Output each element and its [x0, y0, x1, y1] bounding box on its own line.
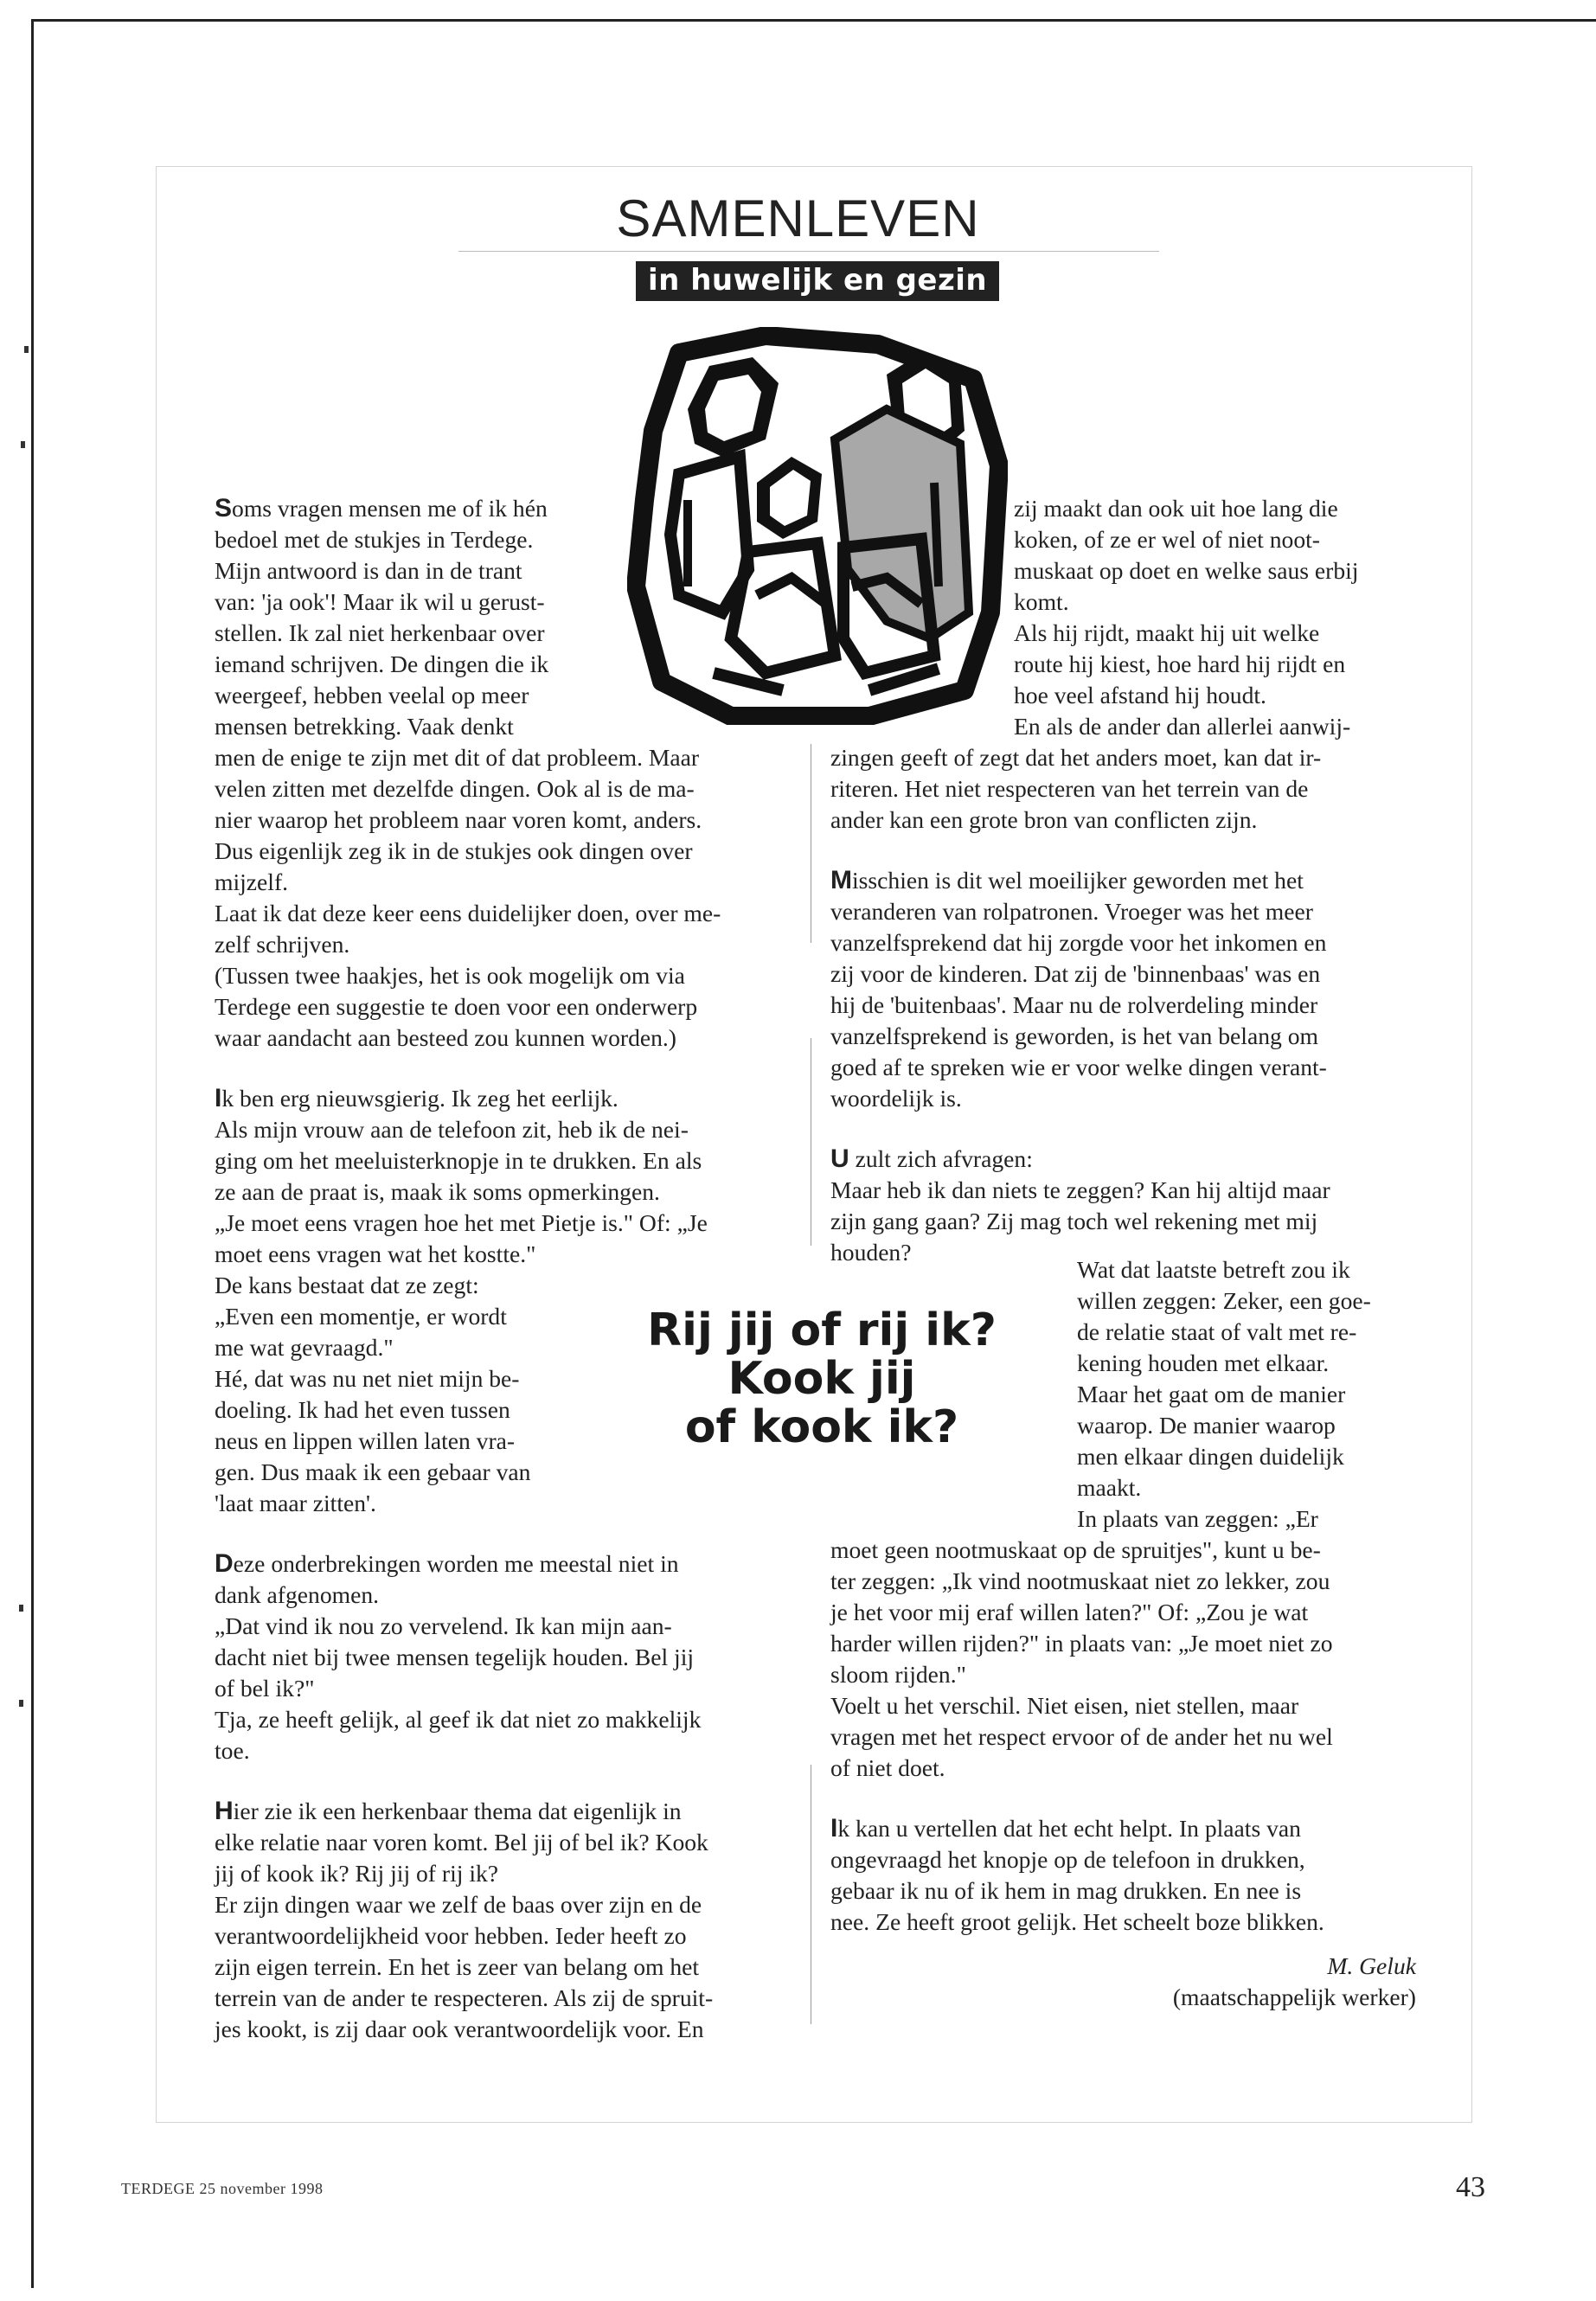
- text-line: Maar het gaat om de manier: [1077, 1381, 1346, 1407]
- text-line: woordelijk is.: [830, 1085, 962, 1112]
- text-line: zijn gang gaan? Zij mag toch wel rekening met mij: [830, 1208, 1318, 1234]
- text-line: ter zeggen: „Ik vind nootmuskaat niet zo lekker, zou: [830, 1567, 1330, 1594]
- text-line: mijzelf.: [215, 868, 289, 895]
- paragraph-conclusion: [830, 1813, 1333, 1938]
- initial-letter: I: [830, 1814, 838, 1843]
- scan-mark: [21, 441, 25, 448]
- text-line: ze aan de praat is, maak ik soms opmerkingen.: [215, 1178, 660, 1205]
- text-line: nee. Ze heeft groot gelijk. Het scheelt boze blikken.: [830, 1908, 1324, 1935]
- text-line: men elkaar dingen duidelijk: [1077, 1443, 1344, 1470]
- text-line: 'laat maar zitten'.: [215, 1490, 376, 1516]
- paragraph-continued-wide: [830, 742, 1330, 836]
- text-line: gen. Dus maak ik een gebaar van: [215, 1458, 531, 1485]
- text-line: me wat gevraagd.": [215, 1334, 394, 1361]
- right-column-bottom: [830, 1535, 1333, 1938]
- initial-letter: D: [215, 1549, 234, 1578]
- text-line: komt.: [1014, 588, 1069, 615]
- text-line: doeling. Ik had het even tussen: [215, 1396, 510, 1423]
- right-column: [830, 742, 1330, 1268]
- text-line: route hij kiest, hoe hard hij rijdt en: [1014, 651, 1346, 677]
- text-line: toe.: [215, 1737, 250, 1764]
- text-line: zij voor de kinderen. Dat zij de 'binnenbaas' was en: [830, 960, 1321, 987]
- text-line: of niet doet.: [830, 1754, 945, 1781]
- text-line: van: 'ja ook'! Maar ik wil u gerust-: [215, 588, 545, 615]
- text-line: dank afgenomen.: [215, 1581, 380, 1608]
- text-line: ging om het meeluisterknopje in te drukken. En als: [215, 1147, 702, 1174]
- text-line: riteren. Het niet respecteren van het terrein van de: [830, 775, 1309, 802]
- author-name: M. Geluk: [1327, 1952, 1416, 1979]
- text-line: En als de ander dan allerlei aanwij-: [1014, 713, 1351, 740]
- page-number: 43: [1456, 2171, 1485, 2203]
- text-line: de relatie staat of valt met re-: [1077, 1318, 1357, 1345]
- text-line: jij of kook ik? Rij jij of rij ik?: [215, 1860, 499, 1887]
- text-line: Dus eigenlijk zeg ik in de stukjes ook dingen over: [215, 837, 693, 864]
- paragraph-example: [830, 1535, 1333, 1784]
- initial-letter: S: [215, 494, 233, 522]
- scan-mark: [19, 1700, 23, 1707]
- section-subtitle: in huwelijk en gezin: [636, 261, 999, 301]
- paragraph-intro: [215, 493, 721, 1054]
- paragraph-roles: [830, 865, 1330, 1114]
- text-line: waarop. De manier waarop: [1077, 1412, 1336, 1439]
- text-line: vanzelfsprekend is geworden, is het van belang om: [830, 1022, 1318, 1049]
- right-column-narrow: [1077, 1254, 1371, 1535]
- text-line: harder willen rijden?" in plaats van: „Je moet niet zo: [830, 1630, 1333, 1657]
- text-line: mensen betrekking. Vaak denkt: [215, 713, 514, 740]
- text-line: (Tussen twee haakjes, het is ook mogelijk om via: [215, 962, 685, 989]
- text-line: veranderen van rolpatronen. Vroeger was het meer: [830, 898, 1313, 925]
- text-line: hij de 'buitenbaas'. Maar nu de rolverdeling minder: [830, 991, 1318, 1018]
- scan-mark: [19, 1605, 23, 1612]
- text-line: jes kookt, is zij daar ook verantwoordelijk voor. En: [215, 2016, 704, 2042]
- initial-letter: U: [830, 1144, 849, 1173]
- pull-quote-line: Kook jij: [727, 1353, 916, 1405]
- text-line: iemand schrijven. De dingen die ik: [215, 651, 549, 677]
- text-line: gebaar ik nu of ik hem in mag drukken. En nee is: [830, 1877, 1302, 1904]
- pull-quote: [623, 1306, 1021, 1452]
- text-line: Als hij rijdt, maakt hij uit welke: [1014, 619, 1320, 646]
- text-line: ander kan een grote bron van conflicten zijn.: [830, 806, 1258, 833]
- paragraph-interruptions: [215, 1548, 721, 1766]
- text-line: willen zeggen: Zeker, een goe-: [1077, 1287, 1371, 1314]
- text-line: waar aandacht aan besteed zou kunnen worden.): [215, 1024, 676, 1051]
- text-line: In plaats van zeggen: „Er: [1077, 1505, 1318, 1532]
- text-line: hoe veel afstand hij houdt.: [1014, 682, 1266, 708]
- text-line: zelf schrijven.: [215, 931, 350, 958]
- text-line: terrein van de ander te respecteren. Als zij de spruit-: [215, 1984, 714, 2011]
- text-line: vragen met het respect ervoor of de ander het nu wel: [830, 1723, 1333, 1750]
- text-line: muskaat op doet en welke saus erbij: [1014, 557, 1359, 584]
- author-role: (maatschappelijk werker): [1172, 1984, 1416, 2010]
- text-line: Soms vragen mensen me of ik hén: [215, 494, 548, 522]
- text-line: „Je moet eens vragen hoe het met Pietje is." Of: „Je: [215, 1209, 708, 1236]
- text-line: je het voor mij eraf willen laten?" Of: „Zou je wat: [830, 1599, 1309, 1625]
- text-line: Ik kan u vertellen dat het echt helpt. In plaats van: [830, 1814, 1301, 1843]
- text-line: stellen. Ik zal niet herkenbaar over: [215, 619, 545, 646]
- right-column-top: [1014, 493, 1358, 742]
- paragraph-curious: [215, 1083, 721, 1519]
- author-signature: [1173, 1951, 1416, 2013]
- text-line: „Dat vind ik nou zo vervelend. Ik kan mijn aan-: [215, 1612, 672, 1639]
- text-line: goed af te spreken wie er voor welke dingen verant-: [830, 1054, 1327, 1080]
- scan-mark: [24, 346, 29, 353]
- text-line: koken, of ze er wel of niet noot-: [1014, 526, 1320, 553]
- footer-publication: TERDEGE 25 november 1998: [121, 2180, 324, 2197]
- text-line: zingen geeft of zegt dat het anders moet, kan dat ir-: [830, 744, 1322, 771]
- text-line: vanzelfsprekend dat hij zorgde voor het inkomen en: [830, 929, 1327, 956]
- page-title: SAMENLEVEN: [616, 189, 980, 247]
- text-line: Ik ben erg nieuwsgierig. Ik zeg het eerlijk.: [215, 1084, 619, 1112]
- initial-letter: I: [215, 1084, 222, 1112]
- text-line: Hier zie ik een herkenbaar thema dat eigenlijk in: [215, 1797, 682, 1825]
- text-line: men de enige te zijn met dit of dat probleem. Maar: [215, 744, 700, 771]
- text-line: neus en lippen willen laten vra-: [215, 1427, 516, 1454]
- text-line: zij maakt dan ook uit hoe lang die: [1014, 495, 1338, 522]
- text-line: Als mijn vrouw aan de telefoon zit, heb ik de nei-: [215, 1116, 689, 1143]
- paragraph-question: [830, 1144, 1330, 1268]
- left-column: [215, 493, 721, 2045]
- text-line: verantwoordelijkheid voor hebben. Ieder heeft zo: [215, 1922, 687, 1949]
- text-line: elke relatie naar voren komt. Bel jij of bel ik? Kook: [215, 1829, 708, 1856]
- text-line: dacht niet bij twee mensen tegelijk houden. Bel jij: [215, 1644, 695, 1670]
- text-line: Er zijn dingen waar we zelf de baas over zijn en de: [215, 1891, 702, 1918]
- text-line: zijn eigen terrein. En het is zeer van belang om het: [215, 1953, 700, 1980]
- text-line: bedoel met de stukjes in Terdege.: [215, 526, 534, 553]
- text-line: De kans bestaat dat ze zegt:: [215, 1272, 479, 1298]
- text-line: moet geen nootmuskaat op de spruitjes", kunt u be-: [830, 1536, 1321, 1563]
- initial-letter: H: [215, 1797, 234, 1825]
- text-line: Deze onderbrekingen worden me meestal niet in: [215, 1549, 679, 1578]
- paragraph-theme: [215, 1796, 721, 2045]
- text-line: of bel ik?": [215, 1675, 315, 1702]
- text-line: U zult zich afvragen:: [830, 1144, 1033, 1173]
- text-line: Hé, dat was nu net niet mijn be-: [215, 1365, 520, 1392]
- text-line: Terdege een suggestie te doen voor een onderwerp: [215, 993, 698, 1020]
- text-line: Voelt u het verschil. Niet eisen, niet stellen, maar: [830, 1692, 1299, 1719]
- text-line: Misschien is dit wel moeilijker geworden met het: [830, 866, 1304, 894]
- pull-quote-line: Rij jij of rij ik?: [647, 1304, 997, 1356]
- text-line: Mijn antwoord is dan in de trant: [215, 557, 522, 584]
- initial-letter: M: [830, 866, 852, 894]
- text-line: houden?: [830, 1239, 912, 1266]
- title-rule: [458, 251, 1159, 252]
- text-line: Maar heb ik dan niets te zeggen? Kan hij altijd maar: [830, 1176, 1330, 1203]
- paragraph-continued: [1014, 493, 1358, 742]
- text-line: Wat dat laatste betreft zou ik: [1077, 1256, 1350, 1283]
- text-line: ongevraagd het knopje op de telefoon in drukken,: [830, 1846, 1305, 1873]
- text-line: Laat ik dat deze keer eens duidelijker doen, over me-: [215, 900, 721, 926]
- text-line: „Even een momentje, er wordt: [215, 1303, 507, 1330]
- text-line: kening houden met elkaar.: [1077, 1349, 1330, 1376]
- text-line: velen zitten met dezelfde dingen. Ook al is de ma-: [215, 775, 695, 802]
- paragraph-answer: [1077, 1254, 1371, 1535]
- text-line: weergeef, hebben veelal op meer: [215, 682, 529, 708]
- text-line: nier waarop het probleem naar voren komt, anders.: [215, 806, 702, 833]
- text-line: maakt.: [1077, 1474, 1142, 1501]
- text-line: moet eens vragen wat het kostte.": [215, 1240, 536, 1267]
- pull-quote-line: of kook ik?: [684, 1401, 959, 1453]
- text-line: sloom rijden.": [830, 1661, 966, 1688]
- text-line: Tja, ze heeft gelijk, al geef ik dat niet zo makkelijk: [215, 1706, 702, 1733]
